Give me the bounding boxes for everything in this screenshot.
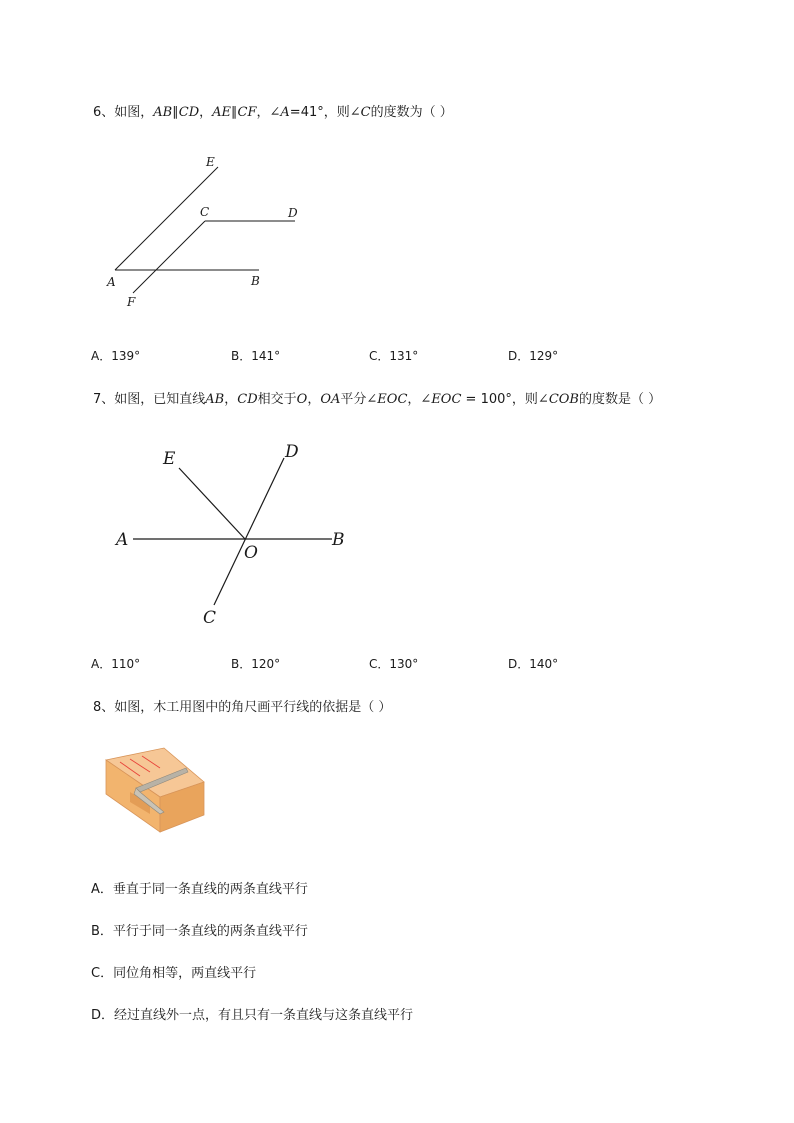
q8-option-b[interactable]: B．平行于同一条直线的两条直线平行 bbox=[91, 924, 308, 939]
q7-option-a[interactable]: A．110° bbox=[91, 657, 141, 671]
label-d: D bbox=[288, 206, 298, 220]
q7-option-c[interactable]: C．130° bbox=[369, 657, 419, 671]
q7-option-d[interactable]: D．140° bbox=[508, 657, 559, 671]
q6-option-a[interactable]: A．139° bbox=[91, 349, 141, 363]
q6-figure bbox=[95, 145, 325, 315]
q8-option-d[interactable]: D．经过直线外一点，有且只有一条直线与这条直线平行 bbox=[91, 1008, 414, 1023]
label-e: E bbox=[163, 449, 176, 469]
line-cd bbox=[214, 458, 284, 605]
label-b: B bbox=[251, 274, 260, 288]
q7-stem: 7、如图，已知直线AB，CD相交于O，OA平分∠EOC，∠EOC = 100°，则∠COB的度数是（ ） bbox=[93, 392, 662, 407]
q7-option-b[interactable]: B．120° bbox=[231, 657, 281, 671]
label-a: A bbox=[107, 275, 116, 289]
q6-stem: 6、如图，AB∥CD，AE∥CF，∠A=41°，则∠C的度数为（ ） bbox=[93, 105, 453, 120]
label-c: C bbox=[203, 608, 217, 628]
label-a: A bbox=[116, 530, 129, 550]
q7-figure bbox=[108, 435, 358, 630]
q6-option-c[interactable]: C．131° bbox=[369, 349, 419, 363]
q6-option-d[interactable]: D．129° bbox=[508, 349, 559, 363]
q6-option-b[interactable]: B．141° bbox=[231, 349, 281, 363]
q8-option-a[interactable]: A．垂直于同一条直线的两条直线平行 bbox=[91, 882, 308, 897]
label-f: F bbox=[127, 295, 136, 309]
q8-stem: 8、如图，木工用图中的角尺画平行线的依据是（ ） bbox=[93, 700, 392, 715]
q8-number: 8、 bbox=[93, 700, 115, 715]
line-cf bbox=[133, 221, 205, 293]
label-o: O bbox=[244, 543, 258, 563]
q8-carpentry-image bbox=[100, 742, 212, 838]
label-d: D bbox=[285, 442, 299, 462]
label-c: C bbox=[200, 205, 210, 219]
q7-number: 7、 bbox=[93, 392, 115, 407]
q6-number: 6、 bbox=[93, 105, 115, 120]
q8-option-c[interactable]: C．同位角相等，两直线平行 bbox=[91, 966, 257, 981]
label-e: E bbox=[206, 155, 215, 169]
line-oe bbox=[179, 468, 245, 539]
label-b: B bbox=[332, 530, 345, 550]
